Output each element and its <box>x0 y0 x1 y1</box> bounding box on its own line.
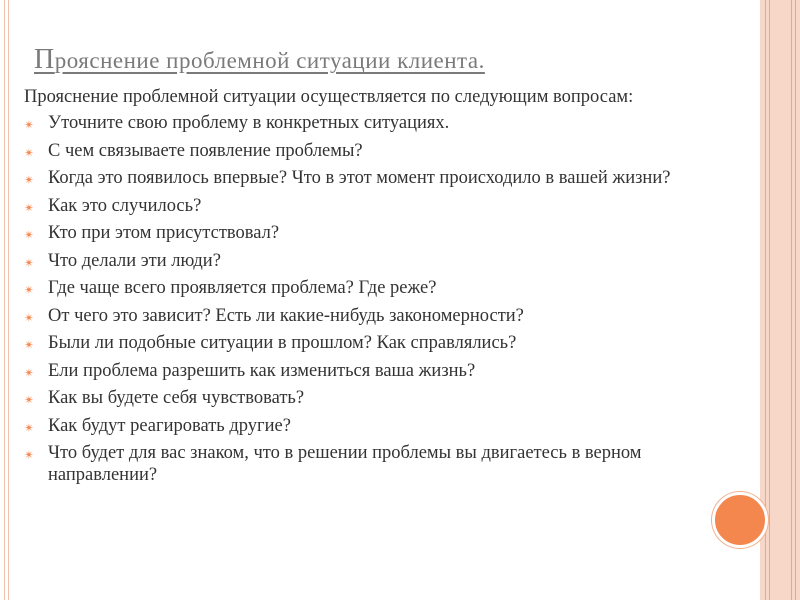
bullet-star-icon: ✴ <box>24 283 35 297</box>
bullet-star-icon: ✴ <box>24 118 35 132</box>
bullet-star-icon: ✴ <box>24 255 35 270</box>
bullet-item <box>24 442 754 486</box>
decorative-orange-circle <box>712 492 768 548</box>
bullet-text: Были ли подобные ситуации в прошлом? Как справлялись? <box>48 333 517 353</box>
right-border-line <box>791 0 792 600</box>
bullet-item <box>24 222 754 244</box>
bullet-list <box>24 112 754 486</box>
left-border-line <box>8 0 9 600</box>
bullet-item <box>24 250 754 272</box>
title-rest: рояснение проблемной ситуации клиента. <box>54 48 485 73</box>
bullet-item <box>24 387 754 409</box>
bullet-text: Когда это появилось впервые? Что в этот момент происходило в вашей жизни? <box>48 168 671 188</box>
bullet-item <box>24 415 754 437</box>
bullet-star-icon: ✴ <box>24 365 35 380</box>
bullet-item <box>24 360 754 382</box>
bullet-item <box>24 140 754 162</box>
right-border-line <box>795 0 796 600</box>
bullet-text: Кто при этом присутствовал? <box>48 223 280 243</box>
bullet-item <box>24 195 754 217</box>
bullet-text: Как это случилось? <box>48 195 202 216</box>
slide-title <box>34 44 485 76</box>
bullet-text: Как вы будете себя чувствовать? <box>48 388 305 408</box>
right-border-line <box>769 0 770 600</box>
bullet-text: Уточните свою проблему в конкретных ситуациях. <box>48 113 450 133</box>
bullet-item <box>24 277 754 299</box>
bullet-item <box>24 332 754 354</box>
bullet-star-icon: ✴ <box>24 200 35 215</box>
bullet-star-icon: ✴ <box>24 448 35 462</box>
bullet-star-icon: ✴ <box>24 420 35 435</box>
bullet-item <box>24 167 754 189</box>
title-first-letter: П <box>34 44 55 75</box>
bullet-text: Ели проблема разрешить как измениться ваша жизнь? <box>48 360 476 381</box>
bullet-star-icon: ✴ <box>24 173 35 187</box>
bullet-text: С чем связываете появление проблемы? <box>48 140 363 161</box>
bullet-text: Как будут реагировать другие? <box>48 415 291 436</box>
bullet-star-icon: ✴ <box>24 145 35 160</box>
bullet-item <box>24 305 754 327</box>
bullet-item <box>24 112 754 134</box>
bullet-text: Что будет для вас знаком, что в решении проблемы вы двигаетесь в верном направлении? <box>48 443 642 485</box>
bullet-star-icon: ✴ <box>24 310 35 325</box>
left-border-line <box>4 0 5 600</box>
bullet-text: Где чаще всего проявляется проблема? Где реже? <box>48 278 437 298</box>
bullet-text: Что делали эти люди? <box>48 250 221 271</box>
bullet-text: От чего это зависит? Есть ли какие-нибудь закономерности? <box>48 305 524 326</box>
bullet-star-icon: ✴ <box>24 393 35 407</box>
bullet-star-icon: ✴ <box>24 338 35 352</box>
intro-text: Прояснение проблемной ситуации осуществляется по следующим вопросам: <box>24 87 634 107</box>
slide-content <box>24 86 754 492</box>
bullet-star-icon: ✴ <box>24 228 35 242</box>
